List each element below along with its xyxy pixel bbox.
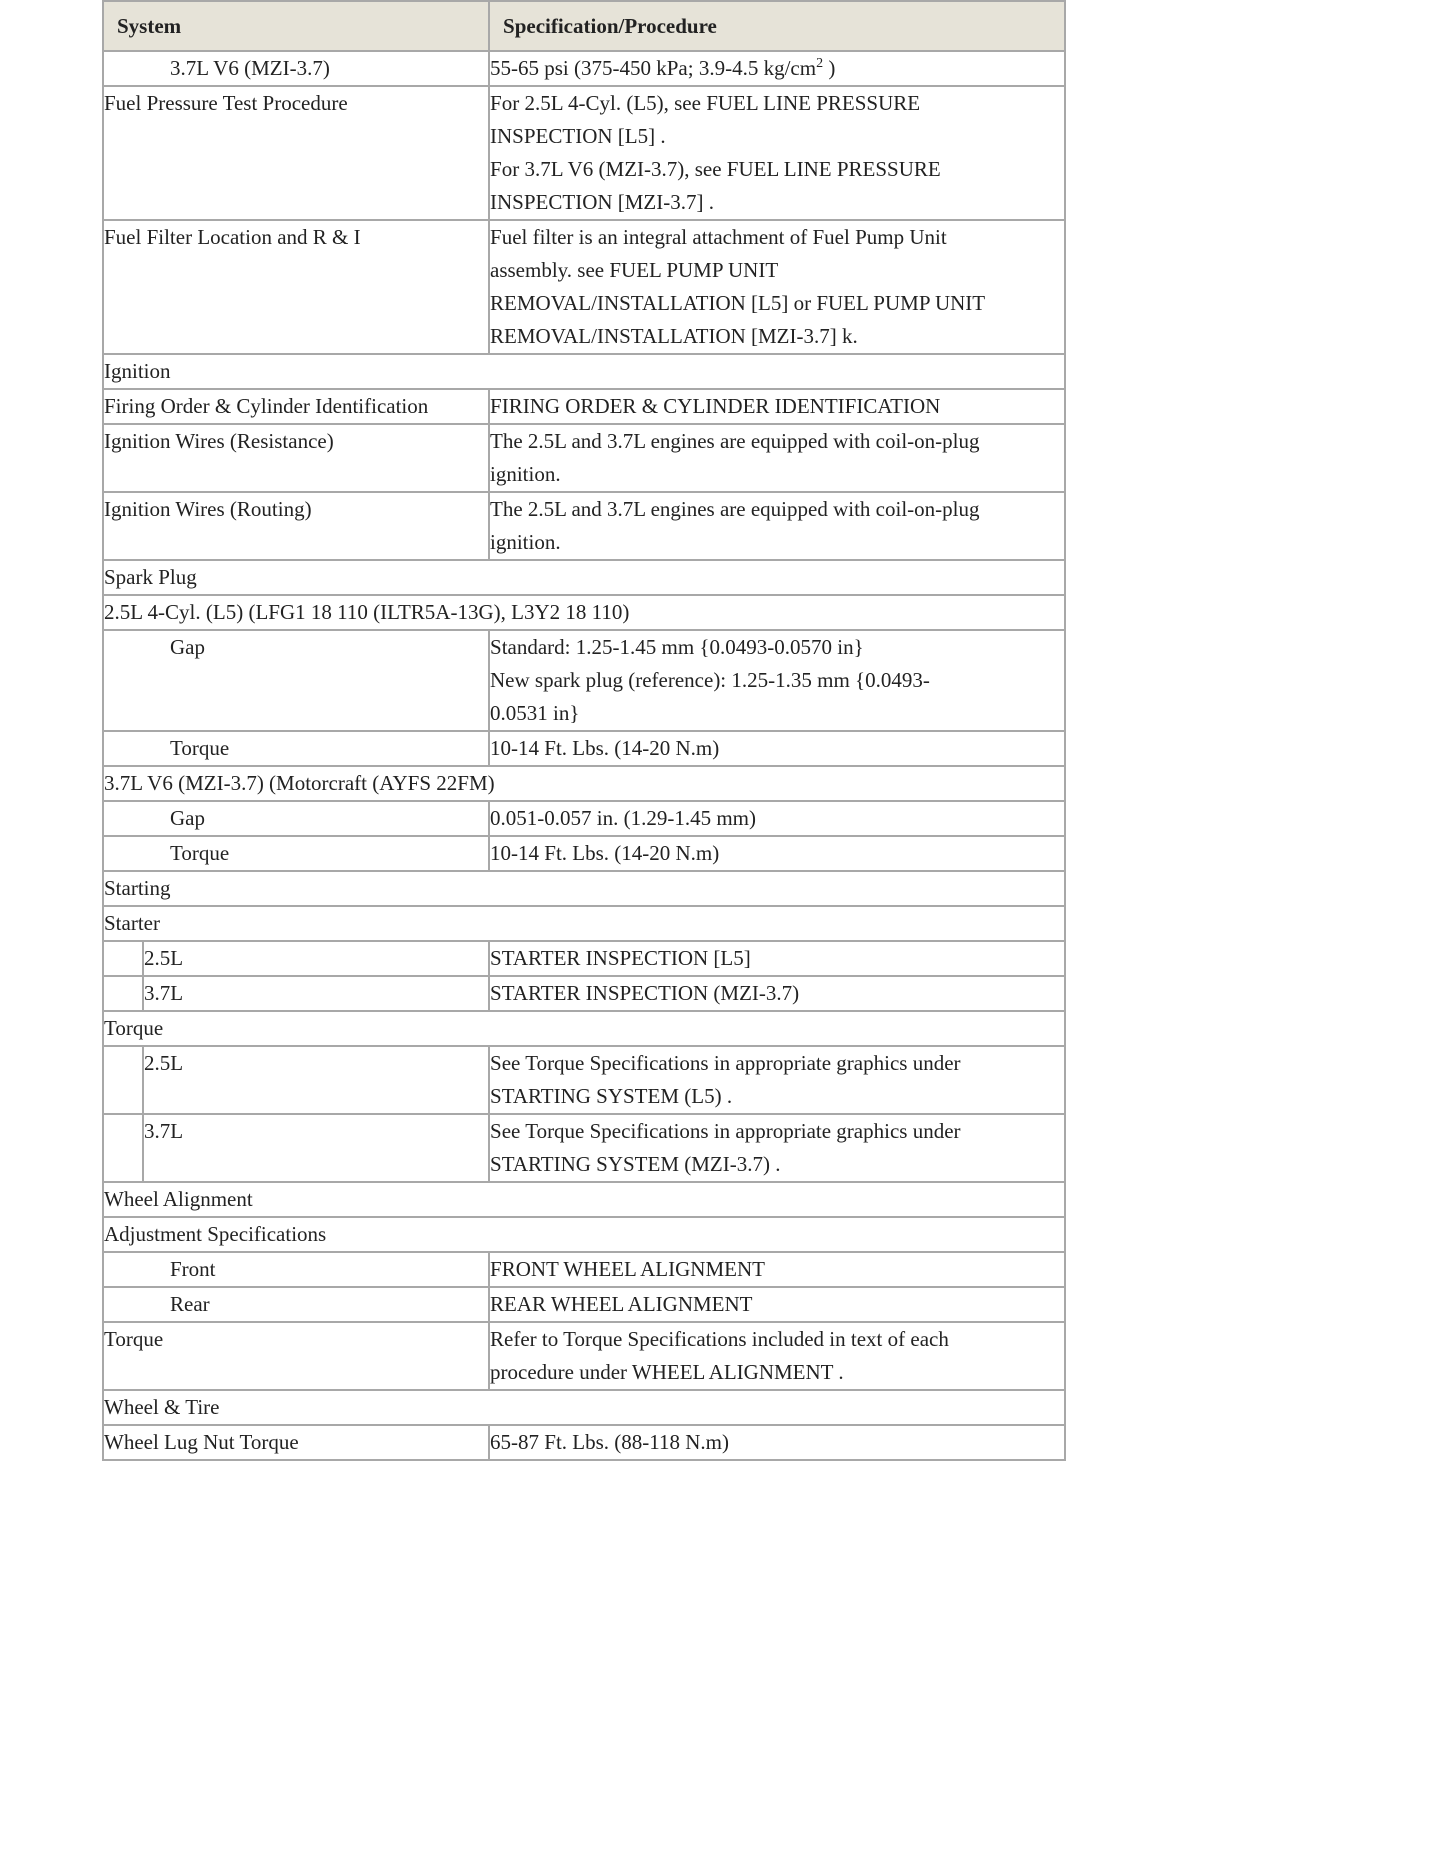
indent-cell: [103, 1114, 143, 1182]
table-row: [103, 492, 1065, 560]
table-row: [103, 941, 1065, 976]
section-row-ignition: [103, 354, 1065, 389]
row-value: 10-14 Ft. Lbs. (14-20 N.m): [489, 731, 1065, 766]
section-title: Spark Plug: [103, 560, 1065, 595]
indent-cell: [103, 976, 143, 1011]
value-line: Refer to Torque Specifications included in text of each: [490, 1327, 949, 1351]
value-line: The 2.5L and 3.7L engines are equipped with coil-on-plug: [490, 497, 980, 521]
table-row: [103, 976, 1065, 1011]
row-label: Gap: [103, 801, 489, 836]
table-row: [103, 86, 1065, 220]
value-line: Fuel filter is an integral attachment of Fuel Pump Unit: [490, 225, 947, 249]
row-value: FIRING ORDER & CYLINDER IDENTIFICATION: [489, 389, 1065, 424]
subsection-title: Starter: [103, 906, 1065, 941]
row-value: [489, 220, 1065, 354]
table-row: [103, 630, 1065, 731]
value-line: assembly. see FUEL PUMP UNIT: [490, 258, 779, 282]
header-spec: Specification/Procedure: [489, 1, 1065, 51]
row-label: Rear: [103, 1287, 489, 1322]
row-value: 0.051-0.057 in. (1.29-1.45 mm): [489, 801, 1065, 836]
row-value: STARTER INSPECTION (MZI-3.7): [489, 976, 1065, 1011]
subsection-title: 2.5L 4-Cyl. (L5) (LFG1 18 110 (ILTR5A-13G), L3Y2 18 110): [103, 595, 1065, 630]
specification-table: [102, 0, 1066, 1461]
row-value: [489, 492, 1065, 560]
table-row: [103, 1425, 1065, 1460]
indent-cell: [103, 1046, 143, 1114]
value-line: New spark plug (reference): 1.25-1.35 mm {0.0493-: [490, 668, 930, 692]
subsection-title: 3.7L V6 (MZI-3.7) (Motorcraft (AYFS 22FM): [103, 766, 1065, 801]
row-label: 3.7L: [143, 976, 489, 1011]
row-label: 3.7L V6 (MZI-3.7): [103, 51, 489, 86]
row-value: REAR WHEEL ALIGNMENT: [489, 1287, 1065, 1322]
table-row: [103, 1252, 1065, 1287]
row-label: Torque: [103, 836, 489, 871]
subsection-title: Torque: [103, 1011, 1065, 1046]
subsection-title: Adjustment Specifications: [103, 1217, 1065, 1252]
subsection-row: [103, 1011, 1065, 1046]
row-value: [489, 424, 1065, 492]
value-line: For 2.5L 4-Cyl. (L5), see FUEL LINE PRESSURE: [490, 91, 921, 115]
row-label: Fuel Filter Location and R & I: [103, 220, 489, 354]
row-label: 2.5L: [143, 941, 489, 976]
value-line: See Torque Specifications in appropriate graphics under: [490, 1051, 961, 1075]
row-value: [489, 630, 1065, 731]
row-label: 2.5L: [143, 1046, 489, 1114]
row-label: Ignition Wires (Resistance): [103, 424, 489, 492]
row-value: [489, 1046, 1065, 1114]
value-line: STARTING SYSTEM (MZI-3.7) .: [490, 1152, 781, 1176]
table-row: [103, 731, 1065, 766]
value-text: 55-65 psi (375-450 kPa; 3.9-4.5 kg/cm: [490, 56, 817, 80]
row-label: Front: [103, 1252, 489, 1287]
subsection-row: [103, 906, 1065, 941]
table-row: [103, 1114, 1065, 1182]
value-line: REMOVAL/INSTALLATION [MZI-3.7] k.: [490, 324, 858, 348]
value-line: See Torque Specifications in appropriate graphics under: [490, 1119, 961, 1143]
row-value: FRONT WHEEL ALIGNMENT: [489, 1252, 1065, 1287]
value-line: Standard: 1.25-1.45 mm {0.0493-0.0570 in}: [490, 635, 864, 659]
section-title: Starting: [103, 871, 1065, 906]
value-line: procedure under WHEEL ALIGNMENT .: [490, 1360, 844, 1384]
table-header-row: [103, 1, 1065, 51]
row-value: [489, 86, 1065, 220]
value-line: INSPECTION [L5] .: [490, 124, 666, 148]
row-value: [489, 51, 1065, 86]
subsection-row: [103, 766, 1065, 801]
value-line: ignition.: [490, 462, 561, 486]
table-row: [103, 424, 1065, 492]
table-row: [103, 1046, 1065, 1114]
row-label: Wheel Lug Nut Torque: [103, 1425, 489, 1460]
row-label: Gap: [103, 630, 489, 731]
value-line: For 3.7L V6 (MZI-3.7), see FUEL LINE PRESSURE: [490, 157, 941, 181]
row-label: Ignition Wires (Routing): [103, 492, 489, 560]
subsection-row: [103, 595, 1065, 630]
table-row: [103, 1287, 1065, 1322]
value-superscript: 2: [816, 56, 824, 71]
table-row: [103, 389, 1065, 424]
value-line: REMOVAL/INSTALLATION [L5] or FUEL PUMP UNIT: [490, 291, 986, 315]
section-title: Wheel Alignment: [103, 1182, 1065, 1217]
row-label: Firing Order & Cylinder Identification: [103, 389, 489, 424]
table-row: [103, 1322, 1065, 1390]
table-row: [103, 51, 1065, 86]
value-tail: ): [823, 56, 836, 80]
section-row-spark-plug: [103, 560, 1065, 595]
row-label: Torque: [103, 1322, 489, 1390]
section-row-wheel-alignment: [103, 1182, 1065, 1217]
row-value: [489, 1114, 1065, 1182]
section-title: Wheel & Tire: [103, 1390, 1065, 1425]
header-system: System: [103, 1, 489, 51]
indent-cell: [103, 941, 143, 976]
row-value: 65-87 Ft. Lbs. (88-118 N.m): [489, 1425, 1065, 1460]
row-label: Torque: [103, 731, 489, 766]
table-row: [103, 836, 1065, 871]
table-row: [103, 801, 1065, 836]
row-value: 10-14 Ft. Lbs. (14-20 N.m): [489, 836, 1065, 871]
row-label: 3.7L: [143, 1114, 489, 1182]
value-line: ignition.: [490, 530, 561, 554]
section-title: Ignition: [103, 354, 1065, 389]
row-value: STARTER INSPECTION [L5]: [489, 941, 1065, 976]
section-row-starting: [103, 871, 1065, 906]
row-label: Fuel Pressure Test Procedure: [103, 86, 489, 220]
subsection-row: [103, 1217, 1065, 1252]
table-row: [103, 220, 1065, 354]
value-line: The 2.5L and 3.7L engines are equipped with coil-on-plug: [490, 429, 980, 453]
row-value: [489, 1322, 1065, 1390]
value-line: INSPECTION [MZI-3.7] .: [490, 190, 714, 214]
value-line: 0.0531 in}: [490, 701, 580, 725]
section-row-wheel-tire: [103, 1390, 1065, 1425]
value-line: STARTING SYSTEM (L5) .: [490, 1084, 733, 1108]
